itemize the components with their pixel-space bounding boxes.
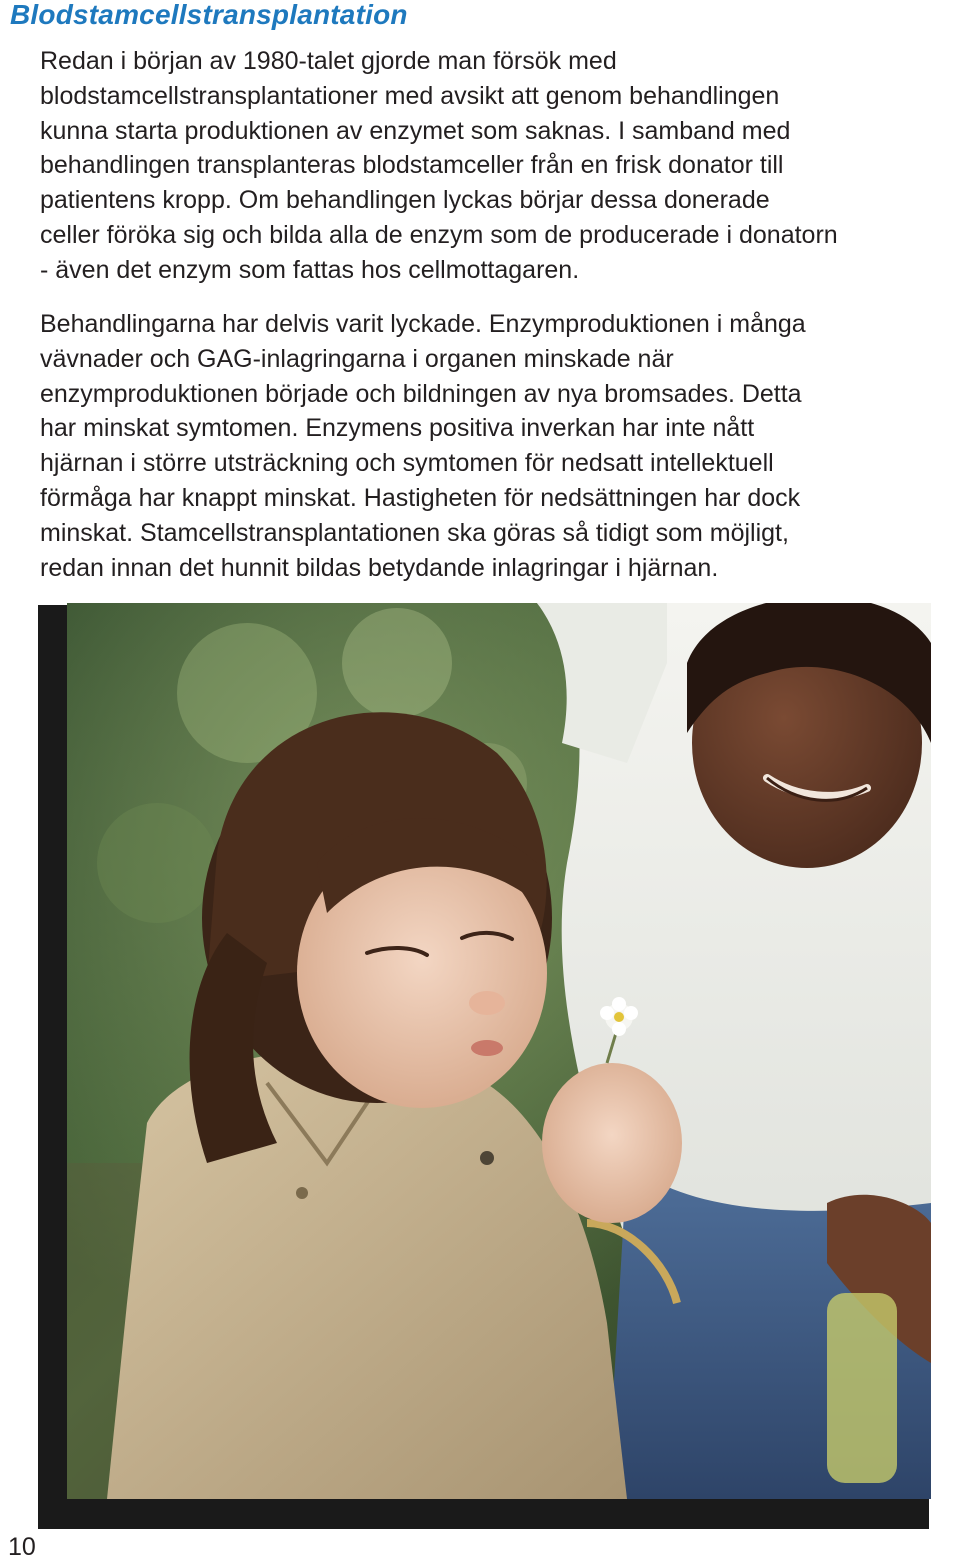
child-with-flower-photo — [67, 603, 931, 1499]
page-title: Blodstamcellstransplantation — [10, 0, 408, 30]
child-hand — [542, 1063, 682, 1223]
paragraph-results: Behandlingarna har delvis varit lyckade. Enzymproduktionen i många vävnader och GAG-inlagringarna i organen minskade när enzymproduktionen började och bildningen av nya bromsades. Detta har minskat symtomen. Enzymens positiva inverkan har inte nått hjärnan i större utsträckning och symtomen för nedsatt intellektuell förmåga har knappt minskat. Hastigheten för nedsättningen har dock minskat. Stamcellstransplantationen ska göras så tidigt som möjligt, redan innan det hunnit bildas betydande inlagringar i hjärnan. — [40, 310, 806, 582]
paragraph-intro: Redan i början av 1980-talet gjorde man försök med blodstamcellstransplantationer med avsikt att genom behandlingen kunna starta produktionen av enzymet som saknas. I samband med behandlingen transplanteras blodstamceller från en frisk donator till patientens kropp. Om behandlingen lyckas börjar dessa donerade celler föröka sig och bilda alla de enzym som de producerade i donatorn - även det enzym som fattas hos cellmottagaren. — [40, 47, 838, 284]
photo-illustration — [67, 603, 931, 1499]
page-number: 10 — [8, 1533, 36, 1561]
